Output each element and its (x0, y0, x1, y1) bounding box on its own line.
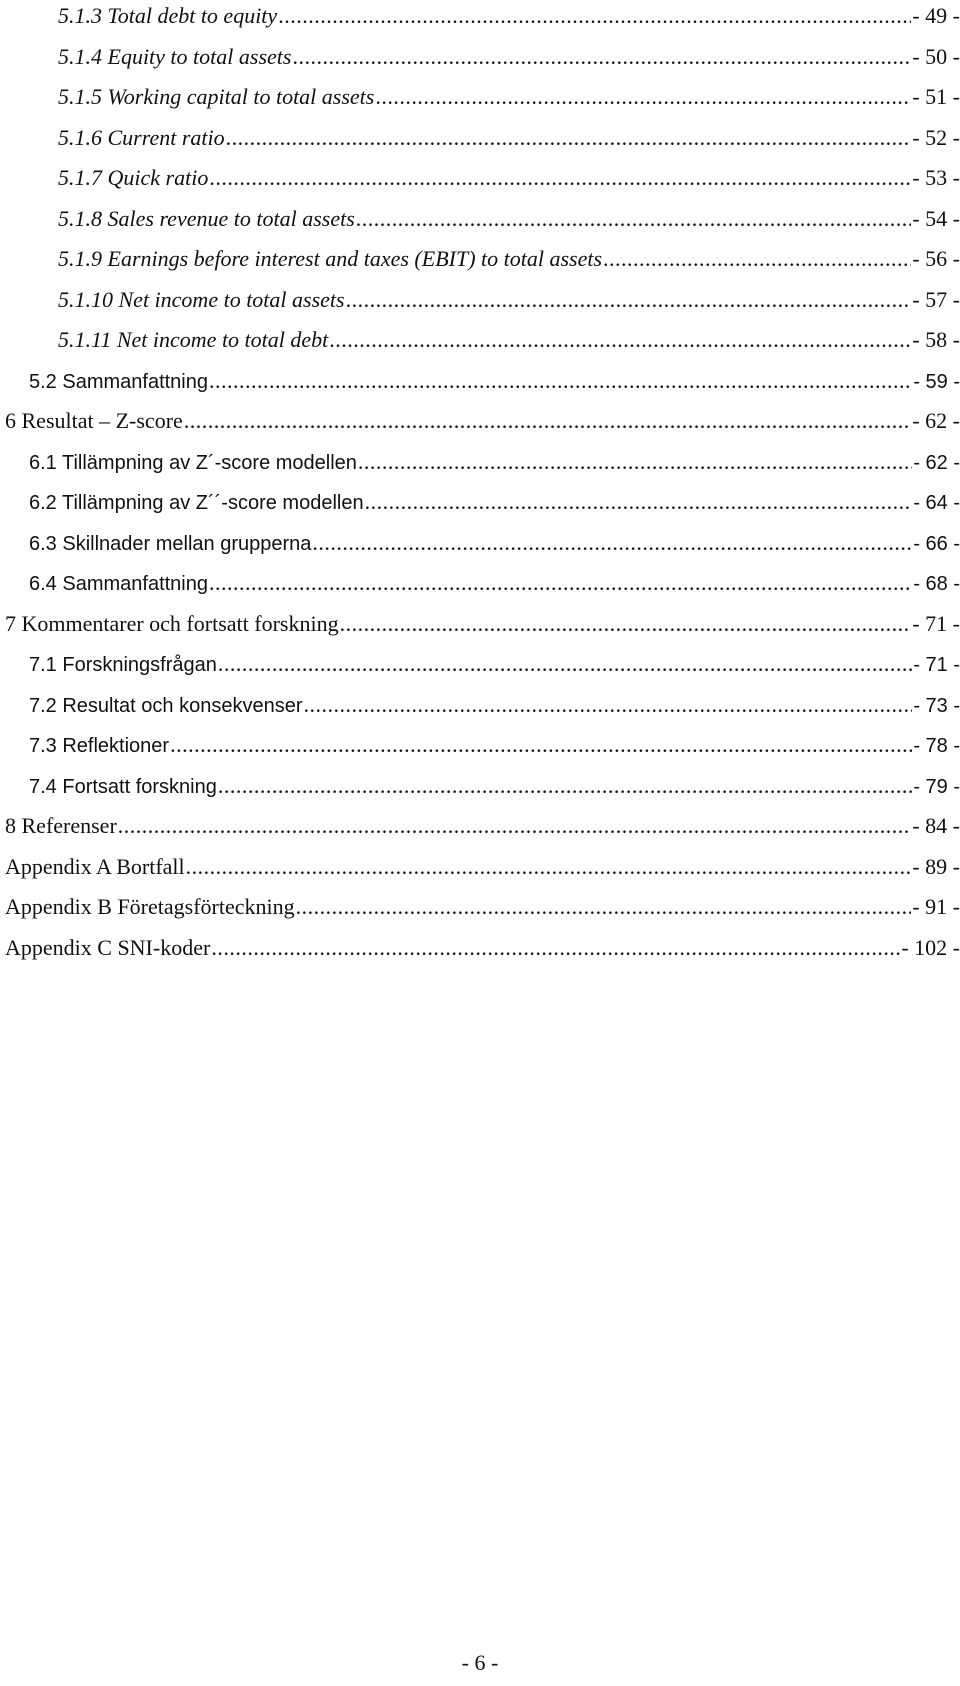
toc-entry[interactable] (5, 887, 960, 927)
toc-entry-title: 7.1 Forskningsfrågan (29, 654, 217, 676)
dot-leader (209, 563, 912, 603)
toc-entry[interactable] (58, 320, 960, 360)
toc-entry-page: - 71 - (913, 654, 960, 676)
toc-entry[interactable] (58, 239, 960, 279)
dot-leader (186, 847, 912, 887)
toc-entry[interactable] (29, 644, 960, 684)
toc-entry-title: 6.1 Tillämpning av Z´-score modellen (29, 451, 357, 474)
toc-entry-page: - 64 - (913, 492, 960, 514)
toc-entry[interactable] (29, 725, 960, 765)
toc-entry-page: - 52 - (912, 124, 960, 150)
toc-entry-page: - 51 - (912, 84, 960, 109)
toc-entry-page: - 102 - (901, 934, 960, 960)
toc-entry-page: - 84 - (912, 813, 960, 838)
toc-entry[interactable] (5, 806, 960, 846)
toc-entry-title: 6.2 Tillämpning av Z´´-score modellen (29, 492, 364, 514)
toc-entry[interactable] (29, 482, 960, 522)
toc-entry[interactable] (5, 401, 960, 441)
page-number: - 6 - (461, 1650, 499, 1675)
toc-entry-title: 6 Resultat – Z-score (5, 408, 183, 433)
toc-entry-title: 5.1.9 Earnings before interest and taxes (EBIT) to total assets (58, 246, 603, 271)
toc-entry-title: 5.1.10 Net income to total assets (58, 286, 345, 312)
toc-entry[interactable] (58, 199, 960, 239)
toc-entry-title: 7.4 Fortsatt forskning (29, 775, 217, 798)
toc-entry-title: 5.1.6 Current ratio (58, 124, 225, 150)
toc-entry-page: - 57 - (912, 286, 960, 312)
toc-entry-title: 5.2 Sammanfattning (29, 370, 208, 393)
dot-leader (603, 239, 911, 279)
dot-leader (278, 0, 911, 36)
toc-entry-page: - 66 - (913, 532, 960, 555)
toc-entry-page: - 56 - (912, 246, 960, 271)
toc-entry-title: 7 Kommentarer och fortsatt forskning (5, 610, 339, 636)
toc-entry-title: 7.3 Reflektioner (29, 735, 170, 757)
toc-entry[interactable] (58, 77, 960, 117)
dot-leader (312, 523, 912, 563)
toc-entry[interactable] (5, 604, 960, 644)
toc-entry-title: Appendix C SNI-koder (5, 934, 211, 960)
toc-entry-title: Appendix B Företagsförteckning (5, 894, 295, 919)
toc-entry[interactable] (29, 685, 960, 725)
dot-leader (346, 280, 912, 320)
dot-leader (209, 361, 912, 401)
toc-entry-page: - 68 - (913, 573, 960, 595)
dot-leader (211, 928, 900, 968)
toc-entry-page: - 62 - (913, 451, 960, 474)
toc-entry-title: 5.1.7 Quick ratio (58, 165, 209, 190)
toc-entry-page: - 71 - (912, 610, 960, 636)
toc-entry-title: 8 Referenser (5, 813, 117, 838)
toc-entry[interactable] (58, 0, 960, 36)
toc-entry-title: 5.1.3 Total debt to equity (58, 3, 278, 28)
toc-entry-title: 5.1.11 Net income to total debt (58, 327, 329, 352)
toc-entry-page: - 59 - (913, 370, 960, 393)
toc-entry[interactable] (29, 523, 960, 563)
toc-entry-page: - 58 - (912, 327, 960, 352)
toc-entry[interactable] (29, 563, 960, 603)
toc-entry[interactable] (29, 442, 960, 482)
dot-leader (304, 685, 913, 725)
toc-entry-title: 7.2 Resultat och konsekvenser (29, 694, 303, 717)
toc-entry-page: - 89 - (912, 853, 960, 879)
toc-entry[interactable] (58, 118, 960, 158)
toc-entry-title: 6.4 Sammanfattning (29, 573, 208, 595)
dot-leader (226, 118, 912, 158)
dot-leader (358, 442, 912, 482)
dot-leader (340, 604, 912, 644)
toc-entry-page: - 62 - (912, 408, 960, 433)
dot-leader (218, 766, 912, 806)
dot-leader (184, 401, 912, 441)
toc-entry-title: 5.1.4 Equity to total assets (58, 43, 292, 69)
toc-entry[interactable] (58, 280, 960, 320)
toc-entry-title: 5.1.5 Working capital to total assets (58, 84, 375, 109)
dot-leader (356, 199, 912, 239)
dot-leader (365, 482, 913, 522)
toc-entry-title: 6.3 Skillnader mellan grupperna (29, 532, 312, 555)
dot-leader (329, 320, 911, 360)
toc-entry-page: - 73 - (913, 694, 960, 717)
toc-entry-page: - 91 - (912, 894, 960, 919)
toc-entry[interactable] (29, 766, 960, 806)
toc-entry-page: - 79 - (913, 775, 960, 798)
toc-entry-page: - 78 - (913, 735, 960, 757)
dot-leader (170, 725, 912, 765)
dot-leader (209, 158, 911, 198)
toc-entry-page: - 54 - (912, 205, 960, 231)
dot-leader (375, 77, 911, 117)
toc-entry-title: 5.1.8 Sales revenue to total assets (58, 205, 355, 231)
dot-leader (292, 37, 911, 77)
toc-entry[interactable] (58, 37, 960, 77)
toc-entry[interactable] (5, 847, 960, 887)
dot-leader (296, 887, 912, 927)
dot-leader (118, 806, 912, 846)
toc-entry[interactable] (29, 361, 960, 401)
toc-entry-page: - 53 - (912, 165, 960, 190)
toc-entry-title: Appendix A Bortfall (5, 853, 185, 879)
toc-entry[interactable] (5, 928, 960, 968)
toc-entry-page: - 50 - (912, 43, 960, 69)
toc-entry-page: - 49 - (912, 3, 960, 28)
dot-leader (218, 644, 912, 684)
toc-entry[interactable] (58, 158, 960, 198)
